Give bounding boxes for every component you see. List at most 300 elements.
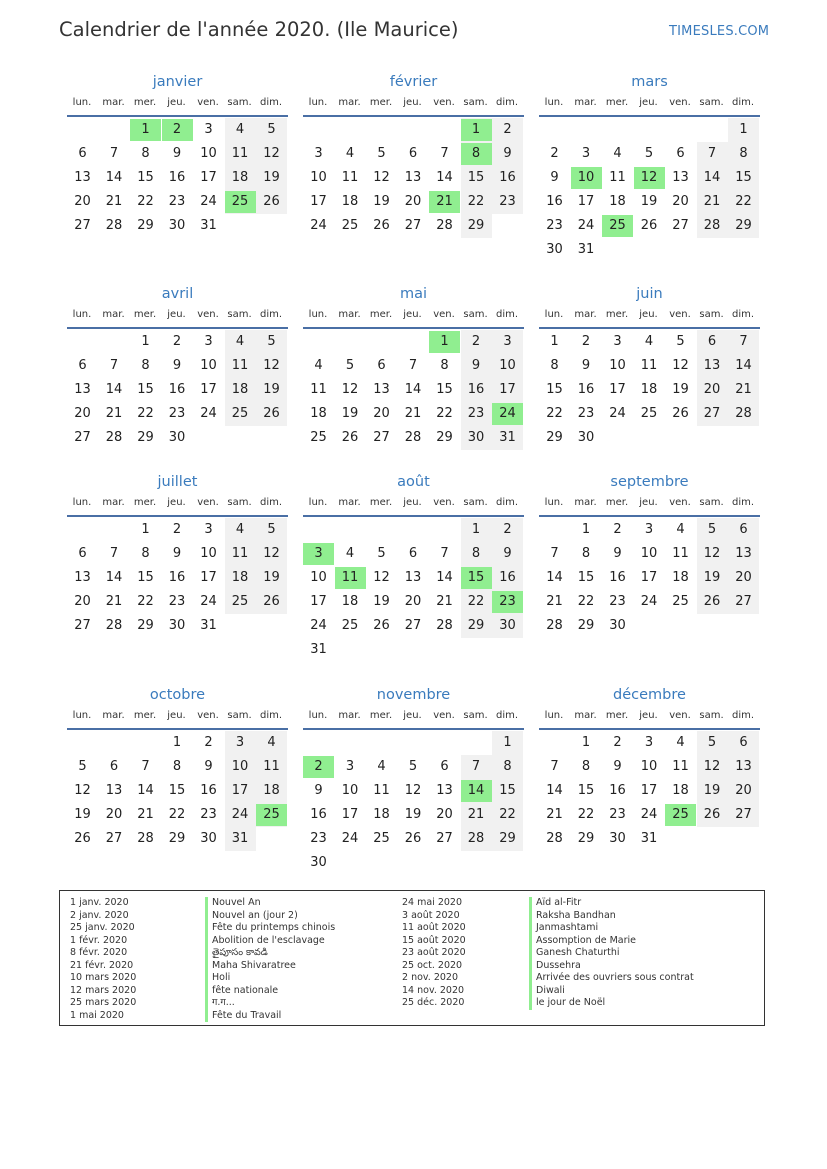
day-cell: 30 [168, 430, 186, 445]
weekday-label: mer. [369, 710, 393, 721]
day-cell: 30 [577, 430, 595, 445]
day-cell: 5 [267, 522, 276, 537]
day-cell: 20 [373, 406, 390, 421]
day-cell: 14 [105, 170, 123, 185]
weekday-label: dim. [495, 497, 519, 508]
day-cell: 22 [577, 807, 595, 822]
day-cell: 24 [310, 618, 327, 633]
day-cell: 19 [373, 594, 390, 609]
day-cell: 30 [310, 855, 327, 870]
weekday-label: lun. [72, 497, 92, 508]
day-cell: 26 [263, 406, 280, 421]
day-cell: 26 [263, 194, 280, 209]
day-cell: 7 [739, 334, 748, 349]
day-cell: 31 [200, 218, 217, 233]
holiday-date: 25 oct. 2020 [402, 959, 463, 971]
day-cell: 16 [200, 783, 217, 798]
weekday-label: mar. [338, 710, 361, 721]
weekday-label: sam. [699, 97, 724, 108]
day-cell: 16 [609, 783, 626, 798]
day-cell: 11 [672, 759, 689, 774]
day-cell: 5 [78, 759, 87, 774]
day-cell: 8 [440, 358, 449, 373]
header-rule [67, 327, 288, 329]
day-cell: 10 [310, 570, 327, 585]
weekday-label: jeu. [167, 710, 186, 721]
day-cell: 5 [676, 334, 685, 349]
day-cell: 24 [577, 218, 595, 233]
day-cell: 2 [204, 735, 213, 750]
day-cell: 11 [310, 382, 327, 397]
day-cell: 25 [640, 406, 658, 421]
day-cell: 4 [676, 735, 685, 750]
day-cell-holiday: 8 [461, 143, 492, 165]
day-cell: 22 [546, 406, 563, 421]
day-cell: 6 [408, 146, 418, 161]
weekday-label: lun. [544, 309, 564, 320]
day-cell: 15 [577, 570, 595, 585]
day-cell: 10 [640, 546, 658, 561]
day-cell: 22 [168, 807, 186, 822]
day-cell: 22 [467, 594, 485, 609]
day-cell-holiday: 15 [461, 567, 492, 589]
day-cell: 6 [78, 546, 87, 561]
day-cell: 23 [168, 194, 186, 209]
day-cell: 12 [263, 546, 280, 561]
day-cell: 19 [74, 807, 91, 822]
day-cell: 22 [137, 194, 154, 209]
day-cell: 9 [172, 146, 182, 161]
holiday-name: Nouvel an (jour 2) [205, 910, 335, 923]
day-cell: 7 [707, 146, 717, 161]
day-cell: 18 [263, 783, 280, 798]
weekday-label: lun. [72, 309, 92, 320]
weekday-label: sam. [463, 309, 488, 320]
weekday-label: ven. [197, 97, 219, 108]
day-cell: 9 [204, 759, 213, 774]
day-cell: 17 [310, 194, 327, 209]
weekday-label: jeu. [639, 497, 658, 508]
month-name: février [389, 74, 438, 90]
weekday-label: sam. [699, 309, 724, 320]
day-cell: 19 [703, 783, 721, 798]
holiday-date: 2 nov. 2020 [402, 972, 458, 983]
day-cell: 28 [105, 430, 123, 445]
day-cell: 19 [263, 382, 280, 397]
day-cell: 4 [235, 122, 245, 137]
day-cell: 24 [200, 594, 217, 609]
day-cell: 17 [640, 570, 658, 585]
holiday-name: fête nationale [205, 985, 335, 998]
weekday-label: sam. [463, 497, 488, 508]
day-cell: 18 [341, 594, 359, 609]
day-cell: 22 [137, 406, 154, 421]
day-cell: 22 [467, 194, 485, 209]
day-cell: 7 [109, 358, 119, 373]
holiday-date: 25 janv. 2020 [70, 922, 135, 933]
day-cell: 4 [314, 358, 323, 373]
holiday-name: Diwali [529, 985, 694, 998]
month-name: mai [399, 286, 428, 302]
day-cell: 19 [640, 194, 658, 209]
day-cell: 29 [735, 218, 752, 233]
weekday-label: sam. [227, 97, 252, 108]
day-cell: 11 [672, 546, 689, 561]
weekday-label: jeu. [639, 97, 658, 108]
day-cell: 5 [377, 146, 386, 161]
weekday-label: lun. [72, 97, 92, 108]
holiday-date: 10 mars 2020 [70, 972, 137, 983]
day-cell: 3 [644, 522, 654, 537]
day-cell: 25 [310, 430, 327, 445]
day-cell: 30 [467, 430, 485, 445]
holiday-name: le jour de Noël [529, 997, 694, 1010]
day-cell: 16 [577, 382, 595, 397]
day-cell: 13 [672, 170, 689, 185]
day-cell: 17 [609, 382, 626, 397]
header-rule [303, 115, 524, 117]
day-cell: 2 [172, 522, 182, 537]
day-cell: 12 [404, 783, 422, 798]
day-cell: 5 [707, 735, 717, 750]
weekday-label: jeu. [167, 309, 186, 320]
day-cell: 6 [739, 735, 748, 750]
day-cell: 26 [640, 218, 658, 233]
weekday-label: mer. [369, 309, 393, 320]
day-cell: 23 [609, 807, 626, 822]
day-cell: 27 [735, 594, 752, 609]
day-cell: 14 [735, 358, 752, 373]
day-cell: 29 [499, 831, 516, 846]
holiday-name: Ganesh Chaturthi [529, 947, 694, 960]
weekday-label: dim. [495, 710, 519, 721]
day-cell: 13 [404, 570, 422, 585]
day-cell: 23 [467, 406, 485, 421]
weekday-label: ven. [197, 710, 219, 721]
day-cell: 13 [735, 546, 752, 561]
day-cell: 25 [672, 594, 689, 609]
day-cell: 10 [231, 759, 249, 774]
day-cell: 30 [168, 218, 186, 233]
day-cell: 22 [499, 807, 516, 822]
month-name: juin [636, 286, 663, 302]
day-cell: 14 [546, 783, 563, 798]
day-cell-holiday: 25 [602, 215, 633, 237]
holiday-name-column [529, 897, 694, 1010]
day-cell-holiday: 1 [429, 331, 460, 353]
day-cell: 6 [408, 546, 418, 561]
weekday-label: dim. [731, 97, 755, 108]
holiday-name: Fête du printemps chinois [205, 922, 335, 935]
day-cell: 21 [137, 807, 154, 822]
day-cell: 12 [672, 358, 689, 373]
day-cell: 29 [467, 218, 485, 233]
day-cell: 20 [436, 807, 453, 822]
weekday-label: mer. [605, 97, 629, 108]
day-cell: 21 [703, 194, 721, 209]
day-cell: 26 [404, 831, 422, 846]
day-cell: 8 [503, 759, 512, 774]
header-rule [67, 728, 288, 730]
day-cell: 18 [640, 382, 658, 397]
day-cell: 9 [172, 358, 182, 373]
day-cell: 4 [613, 146, 622, 161]
weekday-label: mar. [574, 497, 597, 508]
header-rule [539, 115, 760, 117]
day-cell: 20 [735, 783, 752, 798]
day-cell: 1 [141, 522, 150, 537]
day-cell: 1 [550, 334, 559, 349]
day-cell: 15 [168, 783, 186, 798]
day-cell: 28 [404, 430, 422, 445]
day-cell: 6 [739, 522, 748, 537]
day-cell: 4 [235, 522, 245, 537]
weekday-label: dim. [259, 309, 283, 320]
weekday-label: jeu. [639, 710, 658, 721]
day-cell: 16 [499, 570, 516, 585]
day-cell: 13 [74, 382, 91, 397]
day-cell: 28 [735, 406, 752, 421]
holiday-date-column [70, 897, 136, 1022]
day-cell-holiday: 1 [461, 119, 492, 141]
weekday-label: ven. [433, 497, 455, 508]
holiday-name: Maha Shivaratree [205, 960, 335, 973]
weekday-label: dim. [495, 97, 519, 108]
day-cell: 20 [404, 194, 422, 209]
weekday-label: mar. [102, 497, 125, 508]
weekday-label: dim. [731, 710, 755, 721]
day-cell: 22 [735, 194, 752, 209]
day-cell: 26 [74, 831, 91, 846]
day-cell: 3 [204, 122, 213, 137]
weekday-label: mer. [133, 97, 157, 108]
day-cell: 12 [373, 170, 390, 185]
day-cell: 18 [341, 194, 359, 209]
holiday-date: 25 mars 2020 [70, 997, 137, 1008]
weekday-label: lun. [308, 97, 328, 108]
day-cell: 14 [703, 170, 721, 185]
day-cell: 5 [707, 522, 717, 537]
day-cell-holiday: 10 [571, 167, 602, 189]
day-cell: 12 [703, 546, 721, 561]
day-cell: 4 [644, 334, 654, 349]
day-cell: 6 [676, 146, 685, 161]
day-cell: 8 [550, 358, 559, 373]
day-cell: 27 [373, 430, 390, 445]
weekday-label: mer. [133, 497, 157, 508]
day-cell: 10 [640, 759, 658, 774]
day-cell: 4 [345, 546, 355, 561]
weekday-label: lun. [308, 710, 328, 721]
day-cell: 23 [499, 194, 516, 209]
day-cell: 12 [74, 783, 91, 798]
day-cell: 30 [609, 831, 626, 846]
day-cell: 21 [436, 594, 453, 609]
day-cell: 8 [172, 759, 182, 774]
day-cell: 8 [141, 546, 150, 561]
weekday-label: ven. [669, 497, 691, 508]
day-cell-holiday: 12 [634, 167, 665, 189]
weekday-label: ven. [433, 97, 455, 108]
day-cell: 20 [74, 594, 91, 609]
day-cell: 10 [609, 358, 626, 373]
day-cell: 13 [436, 783, 453, 798]
day-cell-holiday: 21 [429, 191, 460, 213]
day-cell: 17 [200, 570, 217, 585]
day-cell: 1 [503, 735, 512, 750]
day-cell: 4 [676, 522, 685, 537]
weekday-label: jeu. [167, 97, 186, 108]
month-name: décembre [613, 687, 686, 703]
day-cell: 27 [735, 807, 752, 822]
weekday-label: jeu. [403, 309, 422, 320]
holiday-date: 1 févr. 2020 [70, 934, 128, 946]
day-cell: 21 [546, 594, 563, 609]
weekday-label: jeu. [403, 97, 422, 108]
day-cell: 24 [200, 406, 217, 421]
weekday-label: dim. [731, 497, 755, 508]
day-cell: 18 [231, 170, 249, 185]
day-cell: 14 [105, 382, 123, 397]
weekday-label: ven. [669, 97, 691, 108]
day-cell: 16 [499, 170, 516, 185]
weekday-label: jeu. [167, 497, 186, 508]
day-cell: 7 [408, 358, 418, 373]
weekday-label: lun. [544, 497, 564, 508]
weekday-label: mer. [369, 497, 393, 508]
day-cell: 20 [735, 570, 752, 585]
day-cell: 27 [404, 218, 422, 233]
holiday-name: తైపూసం కావడి [205, 947, 335, 960]
weekday-label: sam. [227, 309, 252, 320]
day-cell: 18 [373, 807, 390, 822]
weekday-label: sam. [699, 710, 724, 721]
day-cell: 5 [267, 122, 276, 137]
weekday-label: mar. [102, 309, 125, 320]
day-cell: 4 [345, 146, 355, 161]
day-cell: 17 [231, 783, 249, 798]
day-cell: 2 [581, 334, 591, 349]
day-cell-holiday: 25 [256, 804, 287, 826]
day-cell: 14 [436, 170, 453, 185]
day-cell: 20 [672, 194, 689, 209]
day-cell: 15 [735, 170, 752, 185]
day-cell: 15 [436, 382, 453, 397]
day-cell: 10 [341, 783, 359, 798]
weekday-label: lun. [544, 710, 564, 721]
day-cell: 21 [105, 194, 123, 209]
day-cell: 8 [141, 358, 150, 373]
day-cell: 9 [613, 546, 622, 561]
day-cell: 18 [310, 406, 327, 421]
brand-link[interactable]: TIMESLES.COM [669, 24, 770, 39]
holiday-date: 12 mars 2020 [70, 984, 137, 996]
day-cell: 26 [263, 594, 280, 609]
weekday-label: ven. [433, 710, 455, 721]
day-cell: 10 [200, 546, 217, 561]
day-cell: 19 [263, 170, 280, 185]
day-cell: 3 [204, 334, 213, 349]
day-cell: 21 [105, 594, 123, 609]
day-cell: 27 [404, 618, 422, 633]
day-cell-holiday: 14 [461, 780, 492, 802]
day-cell: 23 [546, 218, 563, 233]
day-cell: 25 [231, 594, 249, 609]
header-rule [67, 515, 288, 517]
day-cell: 1 [141, 334, 150, 349]
weekday-label: mer. [605, 497, 629, 508]
day-cell: 16 [546, 194, 563, 209]
day-cell: 24 [310, 218, 327, 233]
day-cell: 29 [577, 618, 595, 633]
day-cell: 12 [373, 570, 390, 585]
month-name: janvier [152, 74, 203, 90]
day-cell: 13 [373, 382, 390, 397]
day-cell: 29 [137, 618, 154, 633]
day-cell: 12 [341, 382, 359, 397]
day-cell: 15 [577, 783, 595, 798]
day-cell: 16 [467, 382, 485, 397]
day-cell: 11 [231, 358, 249, 373]
day-cell: 29 [436, 430, 453, 445]
month-name: juillet [157, 474, 198, 490]
day-cell: 20 [404, 594, 422, 609]
day-cell: 9 [503, 146, 512, 161]
day-cell: 13 [74, 170, 91, 185]
day-cell: 29 [137, 218, 154, 233]
weekday-label: mar. [338, 309, 361, 320]
weekday-label: ven. [197, 309, 219, 320]
day-cell: 21 [404, 406, 422, 421]
day-cell: 5 [408, 759, 418, 774]
day-cell: 5 [345, 358, 355, 373]
day-cell: 25 [231, 406, 249, 421]
day-cell: 27 [74, 430, 91, 445]
holiday-date: 15 août 2020 [402, 934, 466, 946]
holiday-name: Holi [205, 972, 335, 985]
day-cell-holiday: 24 [492, 403, 523, 425]
day-cell: 31 [577, 242, 595, 257]
day-cell: 14 [404, 382, 422, 397]
day-cell: 15 [137, 570, 154, 585]
month-name: août [397, 474, 430, 490]
day-cell: 4 [267, 735, 276, 750]
day-cell: 28 [436, 218, 453, 233]
day-cell: 15 [137, 170, 154, 185]
day-cell: 1 [581, 522, 591, 537]
day-cell: 2 [550, 146, 559, 161]
day-cell: 4 [377, 759, 386, 774]
day-cell: 2 [503, 522, 512, 537]
day-cell: 26 [373, 618, 390, 633]
day-cell: 29 [168, 831, 186, 846]
day-cell: 14 [105, 570, 123, 585]
day-cell-holiday: 1 [130, 119, 161, 141]
day-cell: 26 [703, 807, 721, 822]
day-cell: 17 [640, 783, 658, 798]
day-cell: 30 [499, 618, 516, 633]
day-cell: 24 [609, 406, 626, 421]
day-cell: 19 [703, 570, 721, 585]
day-cell-holiday: 2 [162, 119, 193, 141]
day-cell: 19 [263, 570, 280, 585]
weekday-label: mar. [338, 97, 361, 108]
month-name: septembre [610, 474, 689, 490]
weekday-label: sam. [463, 97, 488, 108]
month-name: octobre [149, 687, 206, 703]
day-cell: 17 [200, 170, 217, 185]
day-cell: 11 [231, 546, 249, 561]
